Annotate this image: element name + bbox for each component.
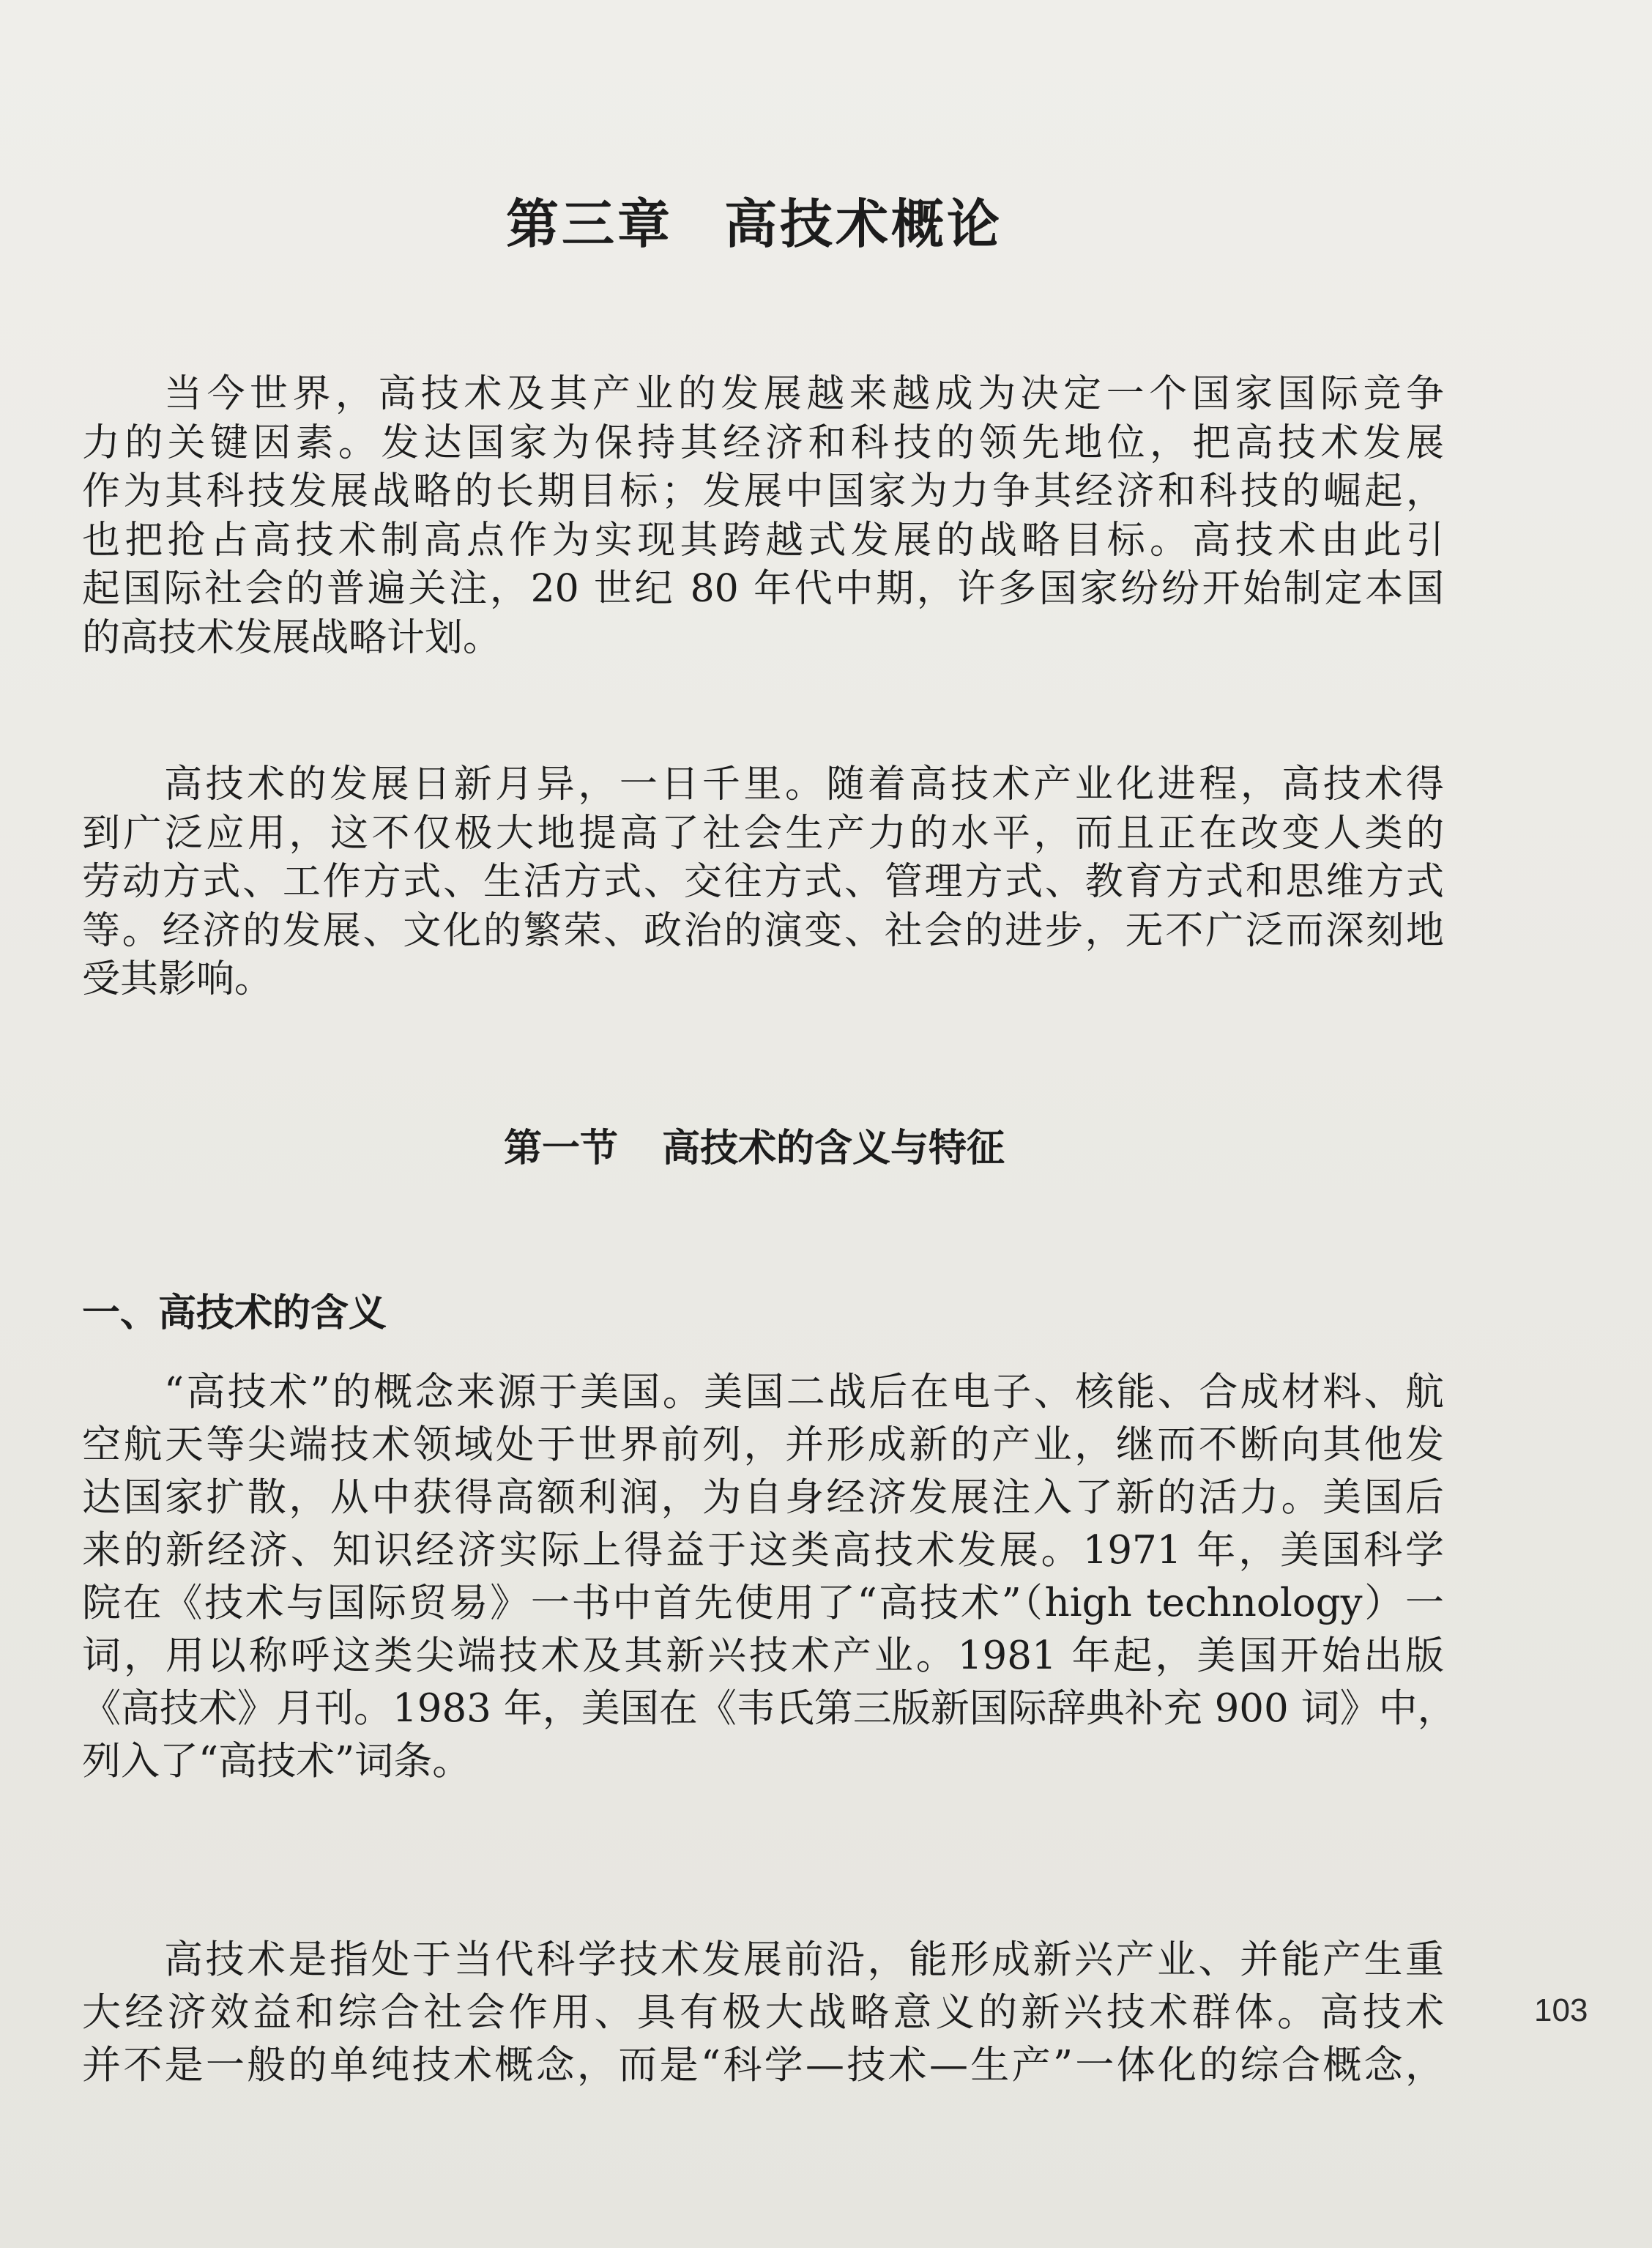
text-line: 高技术的发展日新月异，一日千里。随着高技术产业化进程，高技术得 <box>164 763 1444 806</box>
section-title <box>0 1117 1508 1172</box>
subsection-title: 一、高技术的含义 <box>82 1291 387 1335</box>
text-line: 词，用以称呼这类尖端技术及其新兴技术产业。1981 年起，美国开始出版 <box>82 1633 1444 1678</box>
text-line: “高技术”的概念来源于美国。美国二战后在电子、核能、合成材料、航 <box>164 1370 1444 1414</box>
text-line: 高技术是指处于当代科学技术发展前沿，能形成新兴产业、并能产生重 <box>164 1937 1444 1982</box>
section-paragraph-2 <box>82 1934 1444 2092</box>
text-line: 的高技术发展战略计划。 <box>82 615 502 660</box>
section-number: 第一节 <box>503 1126 618 1171</box>
section-name: 高技术的含义与特征 <box>662 1126 1005 1171</box>
chapter-title <box>0 182 1508 258</box>
text-line: 空航天等尖端技术领域处于世界前列，并形成新的产业，继而不断向其他发 <box>82 1422 1444 1467</box>
text-line: 列入了“高技术”词条。 <box>82 1739 472 1784</box>
text-line: 等。经济的发展、文化的繁荣、政治的演变、社会的进步，无不广泛而深刻地 <box>82 908 1444 953</box>
text-line: 力的关键因素。发达国家为保持其经济和科技的领先地位，把高技术发展 <box>82 420 1444 465</box>
text-line: 受其影响。 <box>82 957 273 1001</box>
page-number: 103 <box>1534 1992 1588 2028</box>
text-line: 到广泛应用，这不仅极大地提高了社会生产力的水平，而且正在改变人类的 <box>82 811 1444 856</box>
text-line: 劳动方式、工作方式、生活方式、交往方式、管理方式、教育方式和思维方式 <box>82 860 1444 904</box>
intro-paragraph-1 <box>82 370 1444 662</box>
chapter-number: 第三章 <box>505 193 673 255</box>
text-line: 来的新经济、知识经济实际上得益于这类高技术发展。1971 年，美国科学 <box>82 1528 1444 1573</box>
chapter-name: 高技术概论 <box>724 193 1003 255</box>
intro-paragraph-2 <box>82 760 1444 1004</box>
text-line: 大经济效益和综合社会作用、具有极大战略意义的新兴技术群体。高技术 <box>82 1990 1444 2035</box>
text-line: 《高技术》月刊。1983 年，美国在《韦氏第三版新国际辞典补充 900 词》中， <box>82 1686 1456 1731</box>
text-line: 作为其科技发展战略的长期目标；发展中国家为力争其经济和科技的崛起， <box>82 470 1444 513</box>
text-line: 达国家扩散，从中获得高额利润，为自身经济发展注入了新的活力。美国后 <box>82 1475 1444 1520</box>
section-paragraph-1 <box>82 1366 1456 1788</box>
text-line: 并不是一般的单纯技术概念，而是“科学—技术—生产”一体化的综合概念， <box>82 2043 1444 2088</box>
text-line: 院在《技术与国际贸易》一书中首先使用了“高技术”（high technology）一 <box>82 1581 1444 1625</box>
text-line: 当今世界，高技术及其产业的发展越来越成为决定一个国家国际竞争 <box>164 372 1444 416</box>
text-line: 也把抢占高技术制高点作为实现其跨越式发展的战略目标。高技术由此引 <box>82 518 1444 563</box>
text-line: 起国际社会的普遍关注，20 世纪 80 年代中期，许多国家纷纷开始制定本国 <box>82 567 1444 611</box>
